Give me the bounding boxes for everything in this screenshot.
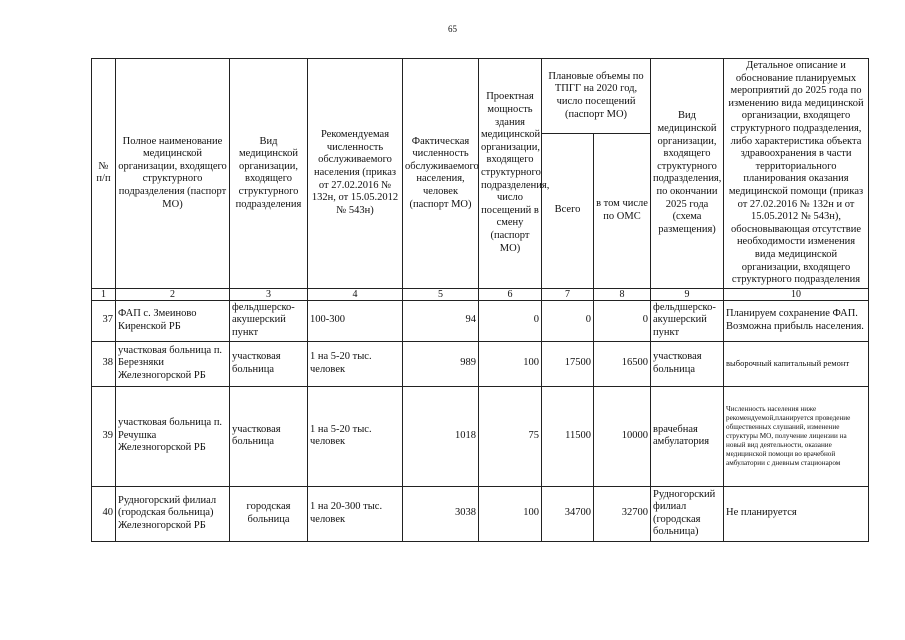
actual-population: 3038 [403,486,479,541]
header-actual: Фактическая численность обслуживаемого населения, человек (паспорт МО) [403,59,479,289]
row-number: 37 [92,300,116,341]
actual-population: 989 [403,341,479,386]
plan-total: 34700 [542,486,594,541]
facility-type: участковая больница [230,386,308,486]
design-capacity: 100 [479,341,542,386]
plan-total: 11500 [542,386,594,486]
design-capacity: 75 [479,386,542,486]
table-row [92,341,869,386]
header-type-2025: Вид медицинской организации, входящего структурного подразделения, по окончании 2025 года (схема размещения) [651,59,724,289]
facility-name: ФАП с. Змеиново Киренской РБ [116,300,230,341]
facility-name: участковая больница п. Речушка Железногорской РБ [116,386,230,486]
facility-type: фельдшерско-акушерский пункт [230,300,308,341]
table-row [92,300,869,341]
header-type: Вид медицинской организации, входящего структурного подразделения [230,59,308,289]
plan-total: 17500 [542,341,594,386]
plan-oms: 16500 [594,341,651,386]
actual-population: 94 [403,300,479,341]
column-number: 10 [724,288,869,300]
row-number: 39 [92,386,116,486]
facility-name: Рудногорский филиал (городская больница) Железногорской РБ [116,486,230,541]
facility-type: участковая больница [230,341,308,386]
type-2025: фельдшерско-акушерский пункт [651,300,724,341]
column-number: 9 [651,288,724,300]
column-number: 2 [116,288,230,300]
plan-oms: 10000 [594,386,651,486]
description: Численность населения ниже рекомендуемой,планируется проведение общественных слушаний, изменение структуры МО, получение лицензии на новый вид деятельности, оказание медицинской помощи во врачебной амбулатории с дневным стационаром [724,386,869,486]
header-plan-group: Плановые объемы по ТПГГ на 2020 год, число посещений (паспорт МО) [542,59,651,134]
description: Не планируется [724,486,869,541]
description: Планируем сохранение ФАП. Возможна прибыль населения. [724,300,869,341]
recommended-population: 1 на 20-300 тыс. человек [308,486,403,541]
description: выборочный капитальный ремонт [724,341,869,386]
table-row [92,386,869,486]
page-number: 65 [448,24,457,34]
header-plan-total: Всего [542,133,594,288]
type-2025: врачебная амбулатория [651,386,724,486]
column-number: 4 [308,288,403,300]
healthcare-facilities-table [91,58,869,542]
header-name: Полное наименование медицинской организации, входящего структурного подразделения (паспорт МО) [116,59,230,289]
recommended-population: 100-300 [308,300,403,341]
design-capacity: 0 [479,300,542,341]
type-2025: Рудногорский филиал (городская больница) [651,486,724,541]
facility-type: городская больница [230,486,308,541]
actual-population: 1018 [403,386,479,486]
header-recommended: Рекомендуемая численность обслуживаемого населения (приказ от 27.02.2016 № 132н, от 15.05.2012 № 543н) [308,59,403,289]
table-row [92,486,869,541]
column-number: 8 [594,288,651,300]
plan-oms: 0 [594,300,651,341]
design-capacity: 100 [479,486,542,541]
header-capacity: Проектная мощность здания медицинской организации, входящего структурного подразделения, число посещений в смену (паспорт МО) [479,59,542,289]
column-number: 5 [403,288,479,300]
row-number: 38 [92,341,116,386]
facility-name: участковая больница п. Березняки Железногорской РБ [116,341,230,386]
recommended-population: 1 на 5-20 тыс. человек [308,386,403,486]
type-2025: участковая больница [651,341,724,386]
plan-oms: 32700 [594,486,651,541]
column-number: 7 [542,288,594,300]
plan-total: 0 [542,300,594,341]
recommended-population: 1 на 5-20 тыс. человек [308,341,403,386]
row-number: 40 [92,486,116,541]
header-description: Детальное описание и обоснование планируемых мероприятий до 2025 года по изменению вида медицинской организации, входящего структурного подразделения, либо характеристика объекта здравоохранения в части территориального планирования оказания медицинской помощи (приказ от 27.02.2016 № 132н и от 15.05.2012 № 543н), обосновывающая отсутствие необходимости изменения вида медицинской организации, входящего структурного подразделения [724,59,869,289]
header-plan-oms: в том числе по ОМС [594,133,651,288]
column-number: 1 [92,288,116,300]
header-no: № п/п [92,59,116,289]
column-number: 6 [479,288,542,300]
column-number: 3 [230,288,308,300]
